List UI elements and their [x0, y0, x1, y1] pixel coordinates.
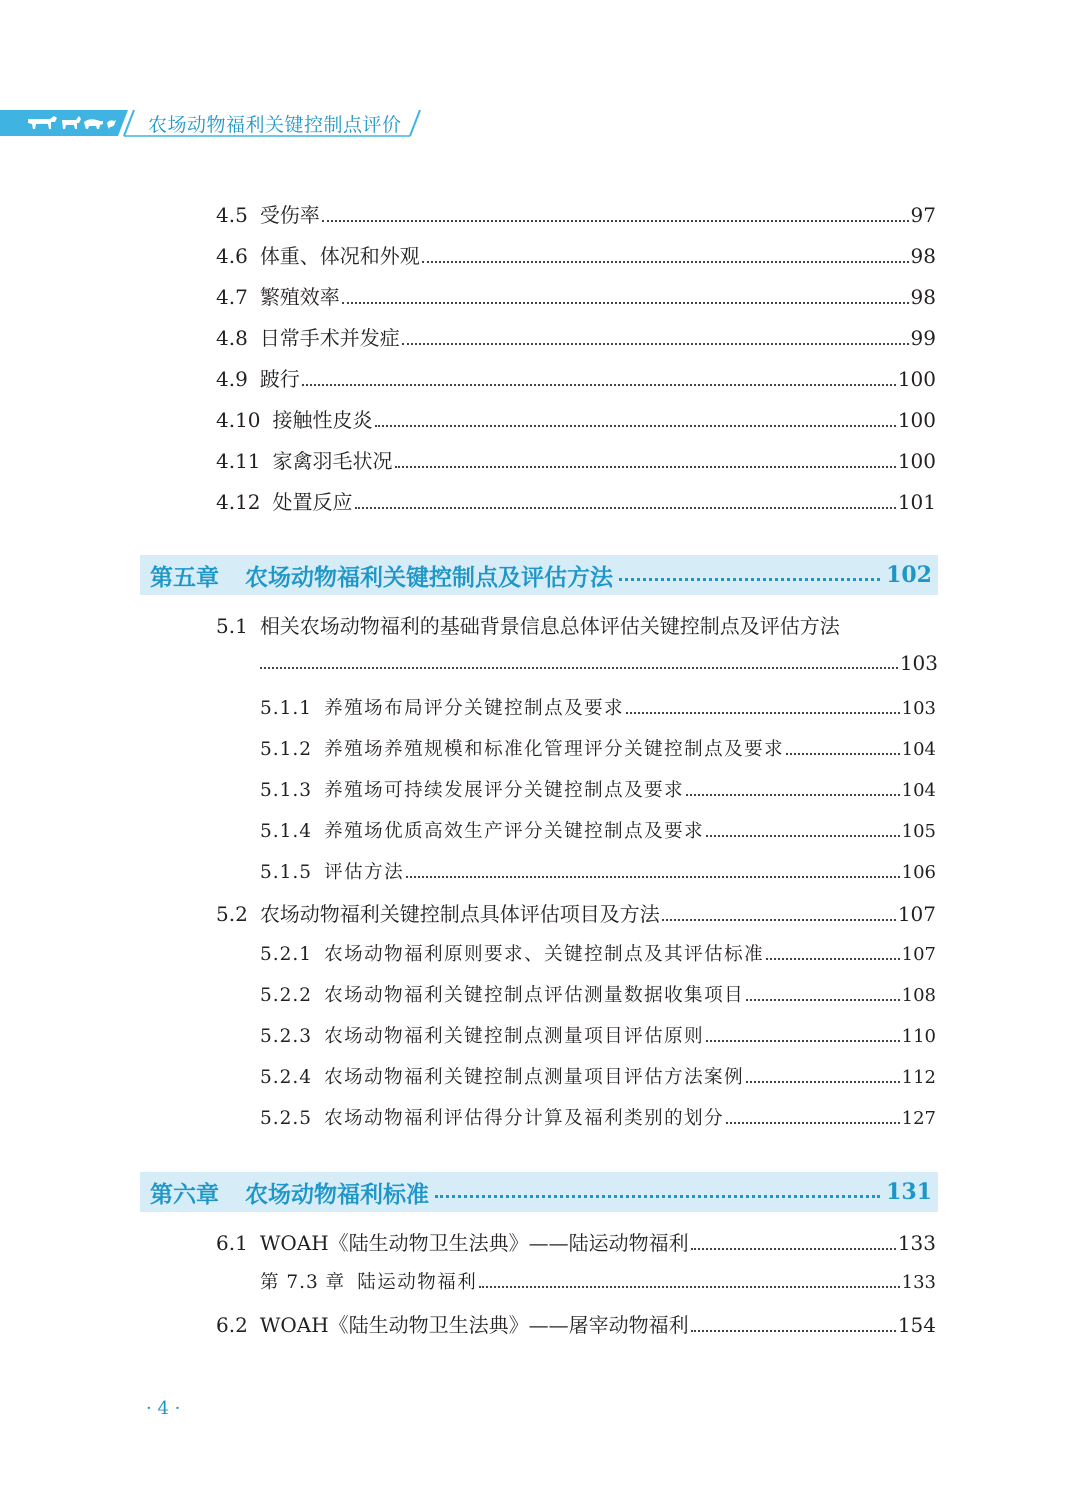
page-number: 101 [897, 490, 936, 514]
page-number: 108 [901, 985, 936, 1006]
page-number: 110 [901, 1026, 936, 1047]
toc-entry-5-2-4[interactable]: 5.2.4 农场动物福利关键控制点测量项目评估方法案例 112 [260, 1067, 936, 1088]
toc-entry-4-5[interactable]: 4.5 受伤率 97 [216, 203, 936, 227]
toc-entry-4-6[interactable]: 4.6 体重、体况和外观 98 [216, 244, 936, 268]
page-number: 103 [899, 651, 938, 675]
page-number: 103 [901, 698, 936, 719]
page-number: 102 [886, 562, 932, 588]
page-number: 104 [901, 780, 936, 801]
farm-animals-icon [24, 111, 119, 133]
chapter-6-heading[interactable]: 第六章 农场动物福利标准 131 [140, 1172, 938, 1212]
toc-entry-5-1-3[interactable]: 5.1.3 养殖场可持续发展评分关键控制点及要求 104 [260, 780, 936, 801]
toc-entry-4-10[interactable]: 4.10 接触性皮炎 100 [216, 408, 936, 432]
toc-entry-5-1-1[interactable]: 5.1.1 养殖场布局评分关键控制点及要求 103 [260, 698, 936, 719]
toc-entry-5-1-5[interactable]: 5.1.5 评估方法 106 [260, 862, 936, 883]
toc-entry-4-7[interactable]: 4.7 繁殖效率 98 [216, 285, 936, 309]
page-number: 127 [901, 1108, 936, 1129]
toc-entry-5-2-2[interactable]: 5.2.2 农场动物福利关键控制点评估测量数据收集项目 108 [260, 985, 936, 1006]
toc-entry-5-2-1[interactable]: 5.2.1 农场动物福利原则要求、关键控制点及其评估标准 107 [260, 944, 936, 965]
page-number: 105 [901, 821, 936, 842]
page-number: 112 [901, 1067, 936, 1088]
toc-entry-5-1-leader[interactable] [260, 651, 938, 675]
page-number: 133 [901, 1272, 936, 1293]
page-number: 107 [897, 902, 936, 926]
toc-entry-4-11[interactable]: 4.11 家禽羽毛状况 100 [216, 449, 936, 473]
toc-entry-5-1[interactable]: 5.1 相关农场动物福利的基础背景信息总体评估关键控制点及评估方法 [216, 614, 840, 638]
toc-entry-6-1[interactable]: 6.1 WOAH《陆生动物卫生法典》——陆运动物福利 133 [216, 1231, 936, 1255]
page-number: 104 [901, 739, 936, 760]
page-number: 100 [897, 449, 936, 473]
page-number: 133 [897, 1231, 936, 1255]
toc-entry-4-8[interactable]: 4.8 日常手术并发症 99 [216, 326, 936, 350]
page-number: 99 [910, 326, 936, 350]
running-header-title: 农场动物福利关键控制点评价 [148, 114, 402, 136]
page-number: 100 [897, 408, 936, 432]
toc-entry-7-3[interactable]: 第 7.3 章 陆运动物福利 133 [260, 1272, 936, 1293]
page-number: 97 [910, 203, 936, 227]
toc-entry-4-9[interactable]: 4.9 跛行 100 [216, 367, 936, 391]
toc-entry-5-1-2[interactable]: 5.1.2 养殖场养殖规模和标准化管理评分关键控制点及要求 104 [260, 739, 936, 760]
page-number: 154 [897, 1313, 936, 1337]
page-number: 98 [910, 244, 936, 268]
toc-entry-4-12[interactable]: 4.12 处置反应 101 [216, 490, 936, 514]
page-number: 131 [886, 1179, 932, 1205]
toc-entry-5-2-3[interactable]: 5.2.3 农场动物福利关键控制点测量项目评估原则 110 [260, 1026, 936, 1047]
page-folio: · 4 · [146, 1398, 181, 1419]
chapter-5-heading[interactable]: 第五章 农场动物福利关键控制点及评估方法 102 [140, 555, 938, 595]
toc-entry-5-2[interactable]: 5.2 农场动物福利关键控制点具体评估项目及方法 107 [216, 902, 936, 926]
page-number: 98 [910, 285, 936, 309]
page-number: 106 [901, 862, 936, 883]
page-number: 107 [901, 944, 936, 965]
page-number: 100 [897, 367, 936, 391]
toc-entry-5-2-5[interactable]: 5.2.5 农场动物福利评估得分计算及福利类别的划分 127 [260, 1108, 936, 1129]
toc-entry-5-1-4[interactable]: 5.1.4 养殖场优质高效生产评分关键控制点及要求 105 [260, 821, 936, 842]
toc-entry-6-2[interactable]: 6.2 WOAH《陆生动物卫生法典》——屠宰动物福利 154 [216, 1313, 936, 1337]
